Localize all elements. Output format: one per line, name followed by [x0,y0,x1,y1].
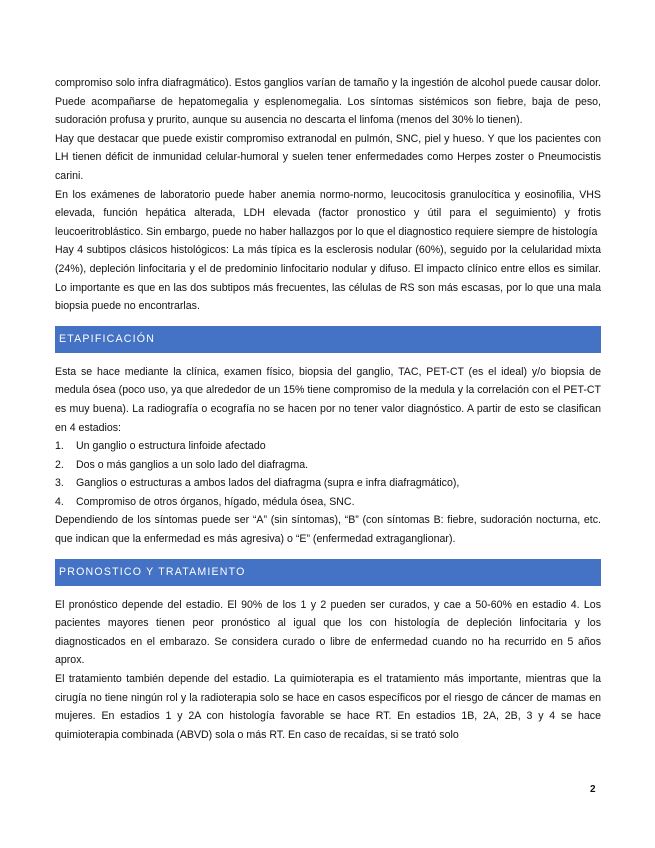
paragraph-subtipos: Hay 4 subtipos clásicos histológicos: La más típica es la esclerosis nodular (60%), seguido por la celularidad mixta (24%), depleción linfocitaria y el de predominio linfocitario nodular y difuso. El impacto clínico entre ellos es similar. Lo importante es que en las dos subtipos más frecuentes, las células de RS son más escasas, por lo que una mala biopsia puede no encontrarlas. [55,244,601,313]
list-number: 4. [55,495,64,508]
list-item-text: Dos o más ganglios a un solo lado del diafragma. [76,458,309,471]
list-item [55,493,601,512]
list-number: 2. [55,458,64,471]
stages-list [55,437,601,511]
section-header-etapificacion: ETAPIFICACIÓN [55,326,601,353]
list-number: 1. [55,440,64,453]
list-item-text: Ganglios o estructuras a ambos lados del diafragma (supra e infra diafragmático), [76,477,460,490]
list-item [55,456,601,475]
section-header-pronostico: PRONOSTICO Y TRATAMIENTO [55,559,601,586]
paragraph-tratamiento: El tratamiento también depende del estadio. La quimioterapia es el tratamiento más importante, mientras que la cirugía no tiene ningún rol y la radioterapia solo se hace en casos específicos por el riesgo de cáncer de mamas en mujeres. En estadios 1 y 2A con histología favorable se hace RT. En estadios 1B, 2A, 2B, 3 y 4 se hace quimioterapia combinada (ABVD) sola o más RT. En caso de recaídas, si se trató solo [55,673,601,741]
list-item [55,437,601,456]
paragraph-etapificacion-intro: Esta se hace mediante la clínica, examen físico, biopsia del ganglio, TAC, PET-CT (es el ideal) y/o biopsia de medula ósea (poco uso, ya que alrededor de un 15% tiene compromiso de la medula y la correlación con el PET-CT es muy buena). La radiografía o ecografía no se hacen por no tener valor diagnóstico. A partir de esto se clasifican en 4 estadios: [55,365,601,434]
paragraph-sintomas: compromiso solo infra diafragmático). Estos ganglios varían de tamaño y la ingestión de alcohol puede causar dolor. Puede acompañarse de hepatomegalia y esplenomegalia. Los síntomas sistémicos son fiebre, baja de peso, sudoración profusa y prurito, aunque su ausencia no descarta el linfoma (menos del 30% lo tienen). [55,77,601,127]
list-item [55,474,601,493]
paragraph-laboratorio: En los exámenes de laboratorio puede haber anemia normo-normo, leucocitosis granulocítica y eosinofilia, VHS elevada, función hepática alterada, LDH elevada (factor pronostico y útil para el seguimiento) y frotis leucoeritroblástico. Sin embargo, puede no haber hallazgos por lo que el diagnostico requiere siempre de histología [55,188,601,238]
paragraph-etapificacion-sintomas: Dependiendo de los síntomas puede ser “A” (sin síntomas), “B” (con síntomas B: fiebre, sudoración nocturna, etc. que indican que la enfermedad es más agresiva) o “E” (enfermedad extraganglionar). [55,514,601,546]
list-item-text: Un ganglio o estructura linfoide afectado [76,440,266,453]
document-page [55,74,601,744]
page-number: 2 [590,784,596,795]
list-number: 3. [55,477,64,490]
paragraph-pronostico: El pronóstico depende del estadio. El 90% de los 1 y 2 pueden ser curados, y cae a 50-60% en estadio 4. Los pacientes mayores tienen peor pronóstico al igual que los con histología de depleción linfocitaria y los diagnosticados en el embarazo. Se considera curado o libre de enfermedad cuando no ha recurrido en 5 años aprox. [55,598,601,667]
list-item-text: Compromiso de otros órganos, hígado, médula ósea, SNC. [76,495,355,508]
paragraph-compromiso-extranodal: Hay que destacar que puede existir compromiso extranodal en pulmón, SNC, piel y hueso. Y que los pacientes con LH tienen déficit de inmunidad celular-humoral y suelen tener enfermedades como Herpes zoster o Pneumocistis carini. [55,132,601,182]
